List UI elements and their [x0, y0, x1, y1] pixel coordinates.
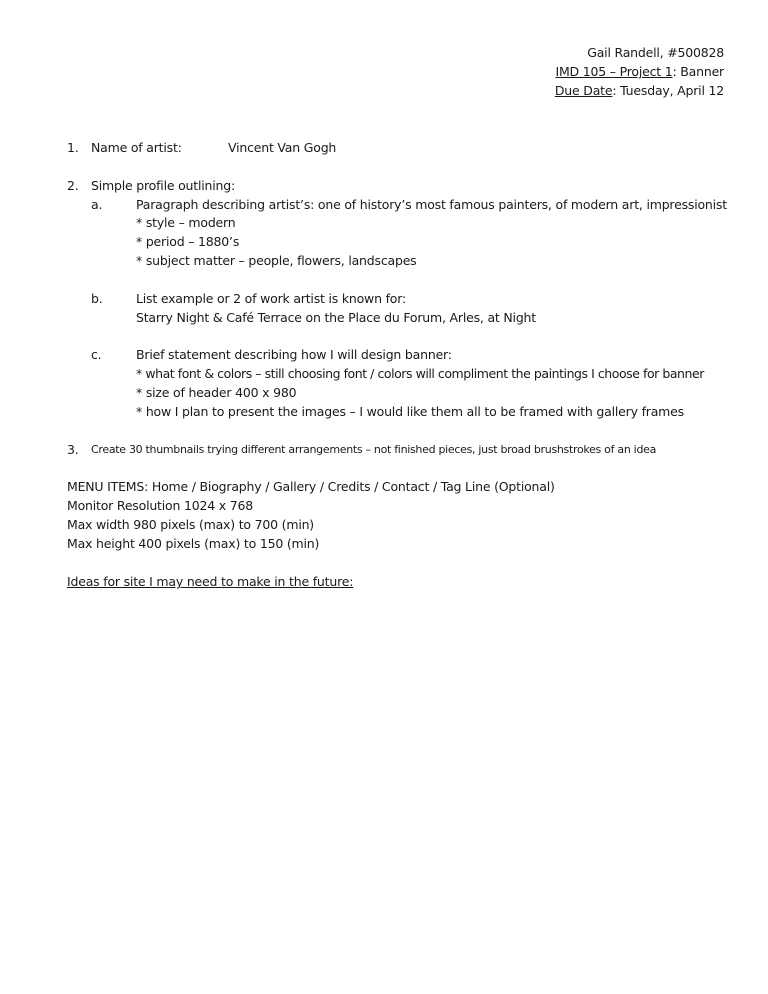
- artist-name: Vincent Van Gogh: [228, 140, 337, 155]
- item-2c-letter: c.: [91, 347, 102, 362]
- item-2a-bullet: * style – modern: [136, 215, 236, 230]
- item-2b-letter: b.: [91, 291, 103, 306]
- menu-items-line: MENU ITEMS: Home / Biography / Gallery / Credits / Contact / Tag Line (Optional): [67, 479, 555, 494]
- due-date-label: Due Date: [554, 83, 613, 98]
- ideas-heading: Ideas for site I may need to make in the future:: [67, 574, 354, 589]
- due-date-value: : Tuesday, April 12: [612, 83, 724, 98]
- document-header: [555, 43, 724, 100]
- item-2b-detail: Starry Night & Café Terrace on the Place du Forum, Arles, at Night: [136, 310, 536, 325]
- monitor-resolution-line: Monitor Resolution 1024 x 768: [67, 498, 253, 513]
- course-line: [555, 62, 724, 81]
- item-2a-text: Paragraph describing artist’s: one of history’s most famous painters, of modern art, impressionist: [136, 197, 727, 212]
- item-2c-bullet: * size of header 400 x 980: [136, 385, 297, 400]
- item-2a-letter: a.: [91, 197, 103, 212]
- item-2-number: 2.: [67, 178, 79, 193]
- due-date-line: [555, 81, 724, 100]
- item-2a-bullet: * period – 1880’s: [136, 234, 240, 249]
- item-2b-text: List example or 2 of work artist is known for:: [136, 291, 406, 306]
- item-2c-bullet: * how I plan to present the images – I would like them all to be framed with gallery frames: [136, 404, 684, 419]
- item-2a-bullet: * subject matter – people, flowers, landscapes: [136, 253, 417, 268]
- item-3-number: 3.: [67, 442, 79, 457]
- item-3-text: Create 30 thumbnails trying different arrangements – not finished pieces, just broad brushstrokes of an idea: [91, 443, 657, 456]
- item-2-label: Simple profile outlining:: [91, 178, 235, 193]
- item-1-number: 1.: [67, 140, 79, 155]
- max-height-line: Max height 400 pixels (max) to 150 (min): [67, 536, 320, 551]
- course-label: IMD 105 – Project 1: [555, 64, 673, 79]
- author-line: Gail Randell, #500828: [587, 45, 724, 60]
- item-2c-bullet: * what font & colors – still choosing font / colors will compliment the paintings I choose for banner: [136, 366, 704, 381]
- max-width-line: Max width 980 pixels (max) to 700 (min): [67, 517, 314, 532]
- item-1-label: Name of artist:: [91, 140, 182, 155]
- course-suffix: : Banner: [672, 64, 724, 79]
- item-2c-text: Brief statement describing how I will design banner:: [136, 347, 452, 362]
